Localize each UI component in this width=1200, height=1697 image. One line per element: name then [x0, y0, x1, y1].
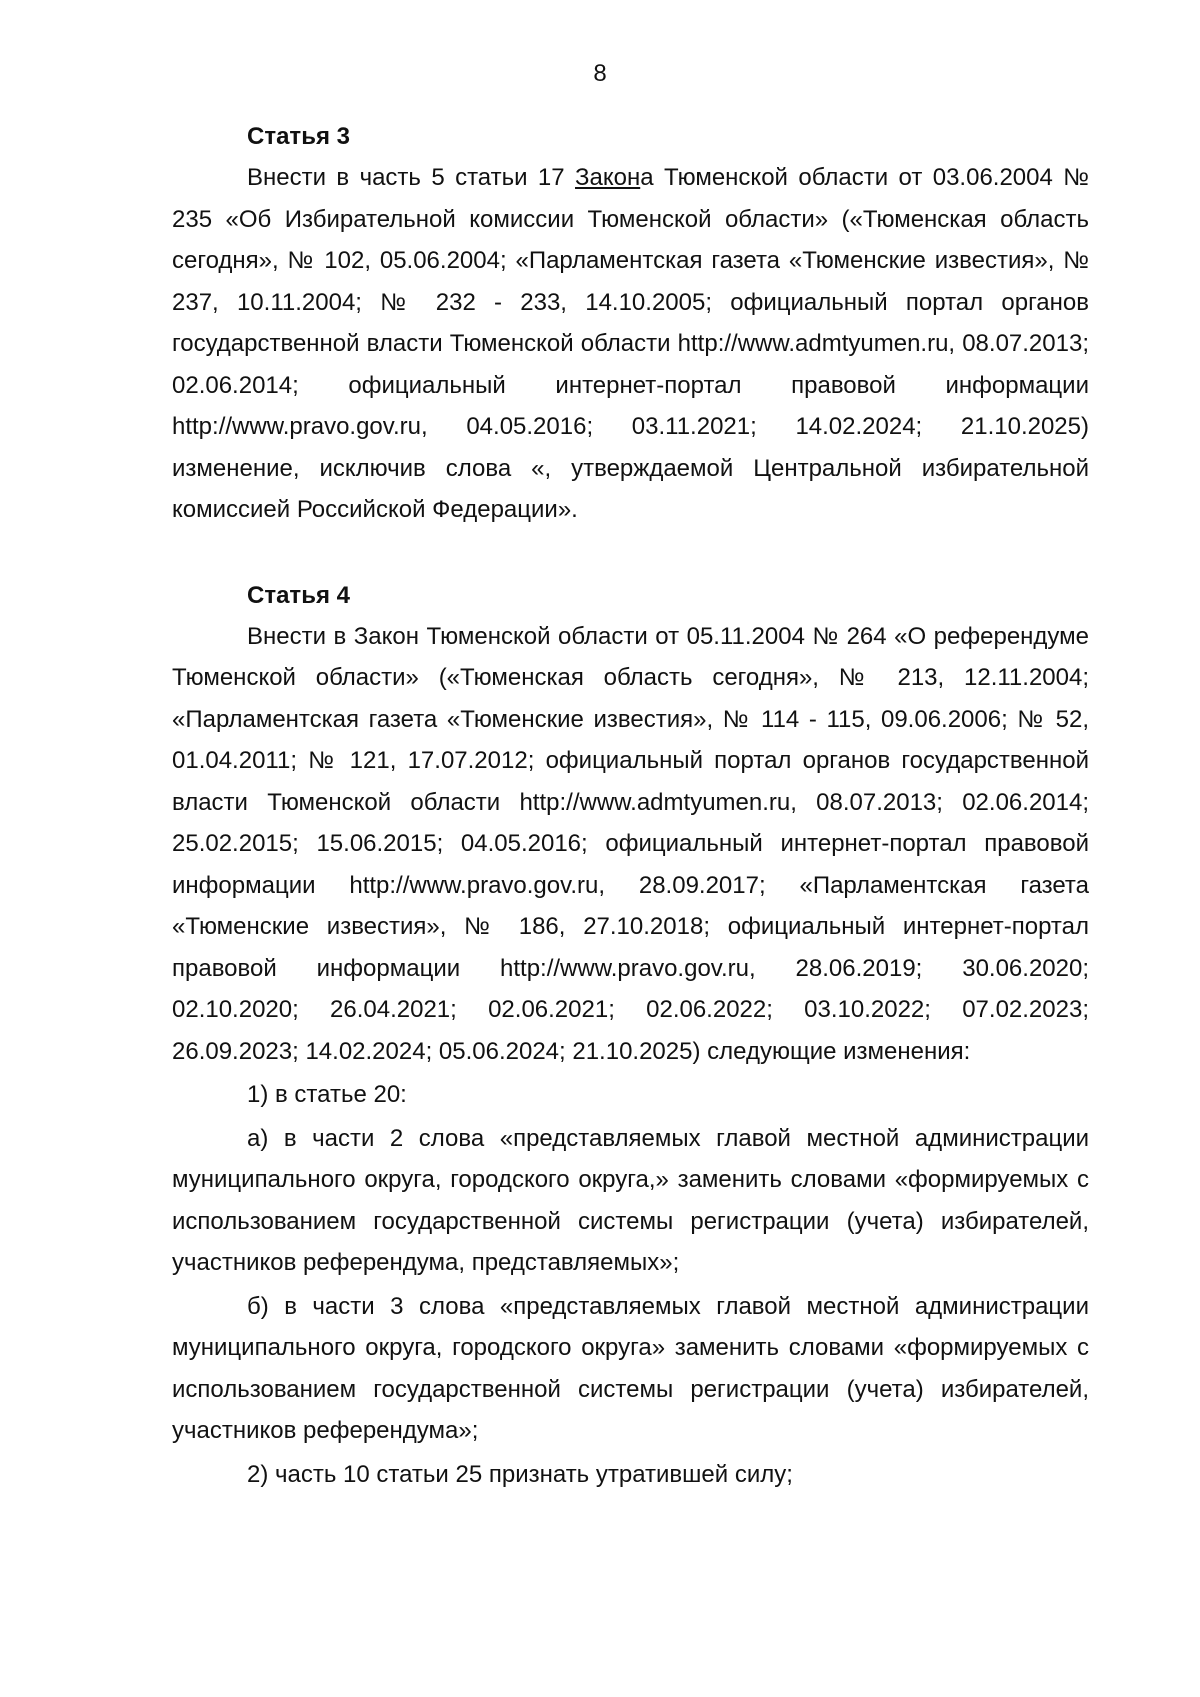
document-body: [172, 117, 1089, 1495]
article-4-item-1b: б) в части 3 слова «представляемых главой местной администрации муниципального округа, городского округа» заменить словами «формируемых с использованием государственной системы регистрации (учета) избирателей, участников референдума»;: [172, 1292, 1089, 1444]
page-number: 8: [593, 60, 607, 87]
article-4-item-1: 1) в статье 20:: [247, 1081, 407, 1108]
article-4-heading: Статья 4: [247, 581, 350, 609]
law-reference-link: Закон: [575, 164, 641, 191]
article-4-item-2: 2) часть 10 статьи 25 признать утратившей силу;: [247, 1460, 793, 1488]
article-3: [172, 117, 1089, 531]
article-4-intro: Внести в Закон Тюменской области от 05.11.2004 № 264 «О референдуме Тюменской области» («Тюменская область сегодня», № 213, 12.11.2004; «Парламентская газета «Тюменские известия», № 114 - 115, 09.06.2006; № 52, 01.04.2011; № 121, 17.07.2012; официальный портал органов государственной власти Тюменской области http://www.admtyumen.ru, 08.07.2013; 02.06.2014; 25.02.2015; 15.06.2015; 04.05.2016; официальный интернет-портал правовой информации http://www.pravo.gov.ru, 28.09.2017; «Парламентская газета «Тюменские известия», № 186, 27.10.2018; официальный интернет-портал правовой информации http://www.pravo.gov.ru, 28.06.2019; 30.06.2020; 02.10.2020; 26.04.2021; 02.06.2021; 02.06.2022; 03.10.2022; 07.02.2023; 26.09.2023; 14.02.2024; 05.06.2024; 21.10.2025) следующие изменения:: [172, 622, 1089, 1065]
article-4: [172, 576, 1089, 1496]
article-3-heading: Статья 3: [247, 123, 350, 150]
article-3-text: [172, 157, 1089, 531]
article-3-text-post: а Тюменской области от 03.06.2004 № 235 «Об Избирательной комиссии Тюменской области» («Тюменская область сегодня», № 102, 05.06.2004; «Парламентская газета «Тюменские известия», № 237, 10.11.2004; № 232 - 233, 14.10.2005; официальный портал органов государственной власти Тюменской области http://www.admtyumen.ru, 08.07.2013; 02.06.2014; официальный интернет-портал правовой информации http://www.pravo.gov.ru, 04.05.2016; 03.11.2021; 14.02.2024; 21.10.2025) изменение, исключив слова «, утверждаемой Центральной избирательной комиссией Российской Федерации».: [172, 164, 1089, 523]
article-3-text-pre: Внести в часть 5 статьи 17: [247, 164, 576, 191]
article-4-item-1a: а) в части 2 слова «представляемых главой местной администрации муниципального округа, городского округа,» заменить словами «формируемых с использованием государственной системы регистрации (учета) избирателей, участников референдума, представляемых»;: [172, 1124, 1089, 1276]
